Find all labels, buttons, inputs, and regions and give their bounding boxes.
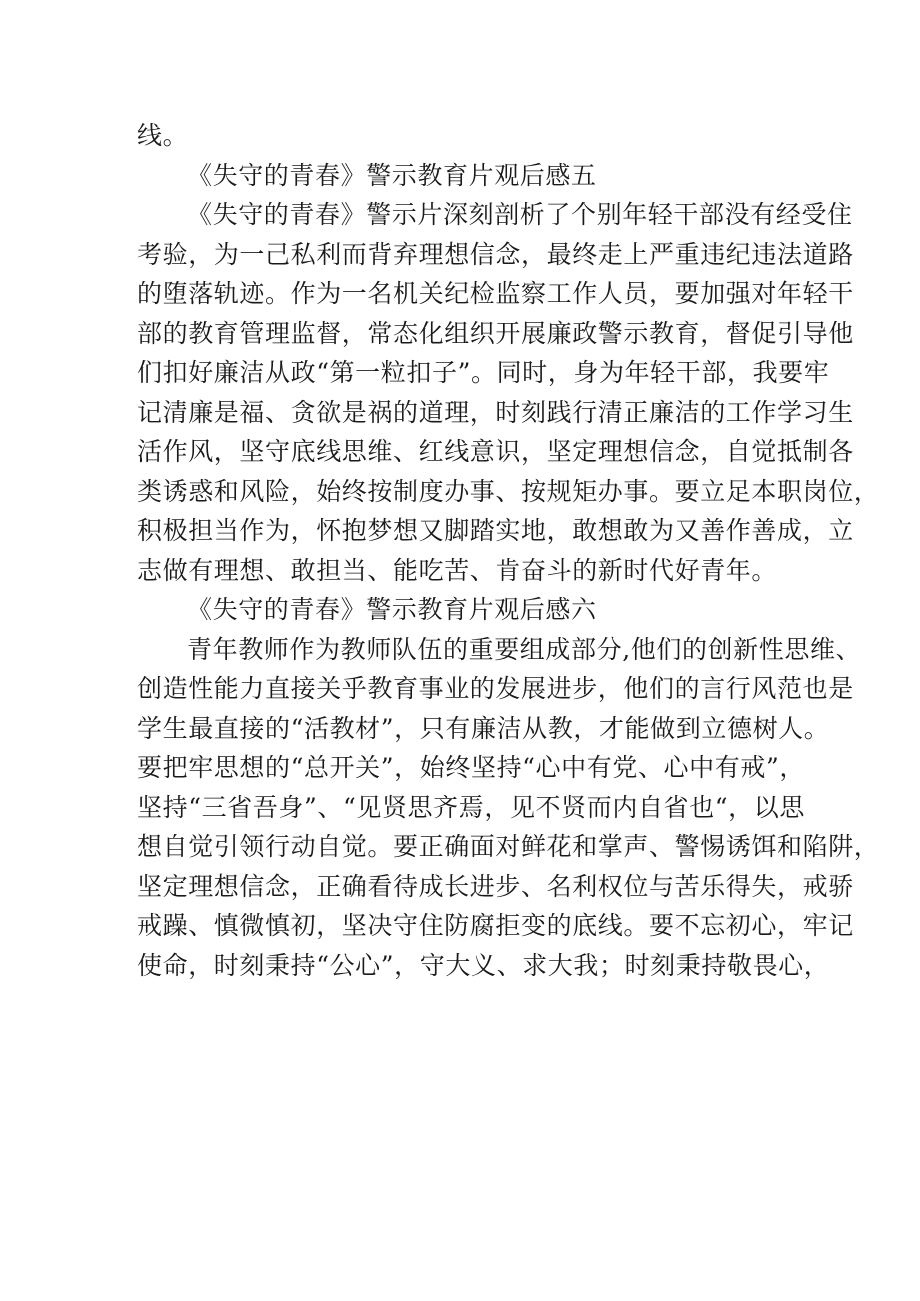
- section-heading-5: 《失守的青春》警示教育片观后感五: [187, 160, 597, 190]
- paragraph-line: 的堕落轨迹。作为一名机关纪检监察工作人员，要加强对年轻干: [137, 279, 854, 308]
- paragraph-line: 想自觉引领行动自觉。要正确面对鲜花和掌声、警惕诱饵和陷阱，: [137, 832, 880, 861]
- paragraph-line: 要把牢思想的“总开关”，始终坚持“心中有党、心中有戒”，: [137, 753, 805, 782]
- paragraph-line: 使命，时刻秉持“公心”，守大义、求大我；时刻秉持敬畏心，: [137, 950, 830, 980]
- paragraph-line: 记清廉是福、贪欲是祸的道理，时刻践行清正廉洁的工作学习生: [137, 397, 854, 427]
- paragraph-line: 部的教育管理监督，常态化组织开展廉政警示教育，督促引导他: [137, 318, 854, 348]
- paragraph-line: 类诱惑和风险，始终按制度办事、按规矩办事。要立足本职岗位，: [137, 476, 880, 506]
- paragraph-line: 戒躁、慎微慎初，坚决守住防腐拒变的底线。要不忘初心，牢记: [137, 911, 854, 940]
- document-body: [137, 116, 880, 985]
- paragraph-section-5: [137, 195, 880, 590]
- paragraph-line: 坚持“三省吾身”、“见贤思齐焉，见不贤而内自省也“，以思: [137, 792, 805, 822]
- paragraph-line: 青年教师作为教师队伍的重要组成部分,他们的创新性思维、: [187, 634, 862, 664]
- paragraph-line: 坚定理想信念，正确看待成长进步、名利权位与苦乐得失，戒骄: [137, 871, 854, 901]
- paragraph-line: 创造性能力直接关乎教育事业的发展进步，他们的言行风范也是: [137, 674, 854, 703]
- paragraph-line: 学生最直接的“活教材”，只有廉洁从教，才能做到立德树人。: [137, 713, 830, 743]
- paragraph-section-6: [137, 630, 880, 986]
- paragraph-line: 活作风，坚守底线思维、红线意识，坚定理想信念，自觉抵制各: [137, 437, 854, 466]
- previous-paragraph-tail: 线。: [137, 121, 189, 150]
- paragraph-line: 考验，为一己私利而背弃理想信念，最终走上严重违纪违法道路: [137, 239, 854, 269]
- paragraph-line: 积极担当作为，怀抱梦想又脚踏实地，敢想敢为又善作善成，立: [137, 516, 854, 545]
- paragraph-line: 志做有理想、敢担当、能吃苦、肯奋斗的新时代好青年。: [137, 555, 778, 585]
- section-heading-6: 《失守的青春》警示教育片观后感六: [187, 595, 597, 624]
- paragraph-line: 们扣好廉洁从政“第一粒扣子”。同时，身为年轻干部，我要牢: [137, 358, 830, 387]
- paragraph-line: 《失守的青春》警示片深刻剖析了个别年轻干部没有经受住: [187, 200, 853, 229]
